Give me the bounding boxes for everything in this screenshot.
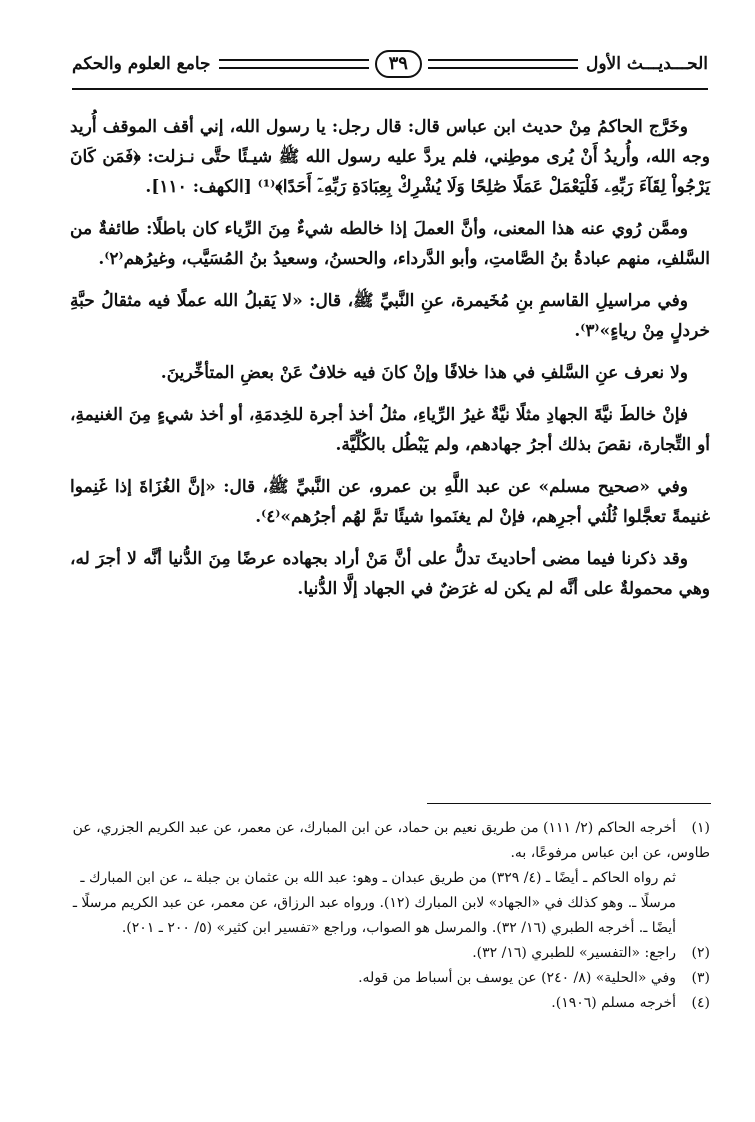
hadith-title: الحـــديـــث الأول bbox=[585, 54, 708, 74]
footnote-mark: (٢) bbox=[691, 945, 710, 961]
footnote-text: أخرجه الحاكم (٢/ ١١١) من طريق نعيم بن حماد، عن ابن المبارك، عن معمر، عن عبد الكريم الجزري، عن طاوس، عن ابن عباس مرفوعًا، به. bbox=[72, 820, 710, 861]
footnote-item bbox=[70, 991, 710, 1016]
footnote-continuation bbox=[70, 866, 710, 941]
footnote-text: وفي «الحلية» (٨/ ٢٤٠) عن يوسف بن أسباط من قوله. bbox=[358, 970, 676, 986]
paragraph: فإنْ خالطَ نيَّةَ الجهادِ مثلًا نيَّةٌ غيرُ الرِّياءِ، مثلُ أخذ أجرة للخِدمَةِ، أو أخذ شيءٍ مِنَ الغنيمةِ، أو التِّجارة، نقصَ بذلك أجرُ جهادهم، ولم يَبْطُل بالكُلِّيَّة. bbox=[70, 405, 710, 455]
header-divider bbox=[72, 88, 708, 90]
footnote-mark: (١) bbox=[691, 820, 710, 836]
footnote-mark: (٤) bbox=[691, 995, 710, 1011]
paragraph: وخَرَّج الحاكمُ مِنْ حديث ابن عباس قال: قال رجل: يا رسول الله، إني أقف الموقف أُريد وجه الله، وأُريدُ أَنْ يُرى موطِني، فلم يردَّ عليه رسول الله ﷺ شيـئًا حتَّى نـزلت: ﴿فَمَن كَانَ يَرْجُواْ لِقَآءَ رَبِّهِۦ فَلْيَعْمَلْ عَمَلًا صَٰلِحًا وَلَا يُشْرِكْ بِعِبَادَةِ رَبِّهِۦٓ أَحَدًا﴾⁽¹⁾ [الكهف: ١١٠]. bbox=[70, 117, 710, 197]
paragraph: وفي «صحيح مسلم» عن عبد اللَّهِ بن عمرو، عن النَّبيِّ ﷺ، قال: «إنَّ الغُزَاةَ إذا غَنِموا غنيمةً تعجَّلوا ثُلُثي أجرِهم، فإنْ لم يغنَموا شيئًا تمَّ لهُم أجرُهم»⁽٤⁾. bbox=[70, 477, 710, 527]
footnote-item bbox=[70, 816, 710, 866]
footnote-text: ثم رواه الحاكم ـ أيضًا ـ (٤/ ٣٢٩) من طريق عبدان ـ وهو: عبد الله بن عثمان بن جبلة ـ، عن ابن المبارك ـ مرسلًا ـ. وهو كذلك في «الجهاد» لابن المبارك (١٢). ورواه عبد الرزاق، عن معمر، عن عبد الكريم مرسلًا ـ أيضًا ـ. أخرجه الطبري (١٦/ ٣٢). والمرسل هو الصواب، وراجع «تفسير ابن كثير» (٥/ ٢٠٠ ـ ٢٠١). bbox=[72, 870, 676, 936]
page-header bbox=[72, 46, 708, 82]
footnote-text: أخرجه مسلم (١٩٠٦). bbox=[551, 995, 676, 1011]
footnotes bbox=[70, 816, 710, 1016]
paragraph: وفي مراسيلِ القاسمِ بنِ مُخَيمرة، عنِ النَّبيِّ ﷺ، قال: «لا يَقبلُ الله عملًا فيه مثقالُ حبَّةِ خردلٍ مِنْ رياءٍ»⁽٣⁾. bbox=[70, 291, 710, 341]
paragraph: وممَّن رُوي عنه هذا المعنى، وأنَّ العملَ إذا خالطه شيءٌ مِنَ الرِّياء كان باطلًا: طائفةٌ من السَّلفِ، منهم عبادةُ بنُ الصَّامتِ، وأبو الدَّرداء، والحسنُ، وسعيدُ بنُ المُسَيَّب، وغيرُهم⁽٢⁾. bbox=[70, 219, 710, 269]
footnote-item bbox=[70, 966, 710, 991]
page-number: ٣٩ bbox=[375, 50, 422, 78]
header-rule-left bbox=[219, 59, 369, 69]
footnote-mark: (٣) bbox=[691, 970, 710, 986]
book-title: جامع العلوم والحكم bbox=[72, 54, 211, 74]
header-rule-right bbox=[428, 59, 578, 69]
footnote-text: راجع: «التفسير» للطبري (١٦/ ٣٢). bbox=[472, 945, 676, 961]
footnote-item bbox=[70, 941, 710, 966]
paragraph: وقد ذكرنا فيما مضى أحاديثَ تدلُّ على أنَّ مَنْ أراد بجهاده عرضًا مِنَ الدُّنيا أنَّه لا أجرَ له، وهي محمولةٌ على أنَّه لم يكن له غرَضٌ في الجهاد إلَّا الدُّنيا. bbox=[70, 549, 710, 599]
footnote-separator bbox=[427, 803, 711, 804]
main-text bbox=[70, 112, 710, 616]
paragraph: ولا نعرف عنِ السَّلفِ في هذا خلافًا وإنْ كانَ فيه خلافٌ عَنْ بعضِ المتأخِّرينَ. bbox=[160, 363, 688, 383]
